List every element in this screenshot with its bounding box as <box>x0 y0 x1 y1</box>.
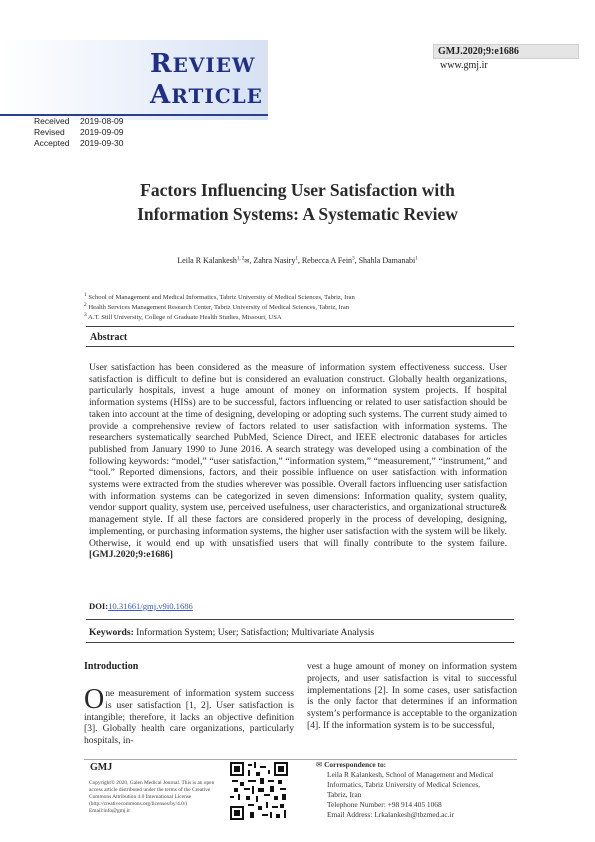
doi-line: DOI:10.31661/gmj.v9i0.1686 <box>89 601 193 611</box>
author-list: Leila R Kalankesh$^{1, 2}$✉, Zahra Nasiry$^1$, Rebecca A Fein$^3$, Shahla Damanabi$^1$ <box>177 256 418 265</box>
qr-code-icon <box>230 762 288 820</box>
intro-column-left: One measurement of information system success is user satisfaction [1, 2]. User satisfaction is intangible; therefore, it lacks an objective definition [3]. Globally health care organizations, particularly hospitals, in- <box>84 684 294 747</box>
doi-link[interactable]: 10.31661/gmj.v9i0.1686 <box>108 601 193 611</box>
abstract-heading: Abstract <box>90 332 128 343</box>
abstract-top-rule <box>86 326 514 327</box>
keywords-top-rule <box>86 619 514 620</box>
affiliation-2: $^2$ Health Services Management Research Center, Tabriz University of Medical Sciences, Tabriz, Iran <box>84 302 350 312</box>
keywords-bottom-rule <box>86 642 514 643</box>
logo-review: REVIEW <box>150 49 256 79</box>
intro-column-right: vest a huge amount of money on information system projects, and user satisfaction is vital to successful implementations [2]. In some cases, user satisfaction is the only factor that determines if an information system’s performance is acceptable to the organization [4]. If the information system is to be successful, <box>307 661 517 731</box>
envelope-icon: ✉ <box>316 760 323 769</box>
article-title: Factors Influencing User Satisfaction with Information Systems: A Systematic Review <box>137 180 458 224</box>
journal-website: www.gmj.ir <box>440 60 488 71</box>
affiliation-1: $^1$ School of Management and Medical Informatics, Tabriz University of Medical Sciences, Tabriz, Iran <box>84 292 355 302</box>
footer-journal-name: GMJ <box>90 762 113 773</box>
introduction-heading: Introduction <box>84 661 139 672</box>
keywords-line: Keywords: Information System; User; Satisfaction; Multivariate Analysis <box>89 627 375 638</box>
dates-block: Received 2019-08-09 Revised 2019-09-09 Accepted 2019-09-30 <box>34 116 124 148</box>
abstract-heading-rule <box>86 346 514 347</box>
copyright-notice: Copyright© 2020, Galen Medical Journal. This is an open access article distributed under the terms of the Creative Commons Attribution 4.0 International License (http://creativecommons.org/licenses/by/4.0/) Email:info@gmj.ir <box>89 780 215 814</box>
logo-article: ARTICLE <box>150 80 263 110</box>
correspondence-block: ✉ Correspondence to: Leila R Kalankesh, School of Management and Medical Informatics, Tabriz University of Medical Sciences, Tabriz, Iran Telephone Number: +98 914 405 1068 Email Address: Lrkalankesh@tbzmed.ac.ir <box>316 760 494 819</box>
affiliation-3: $^3$ A.T. Still University, College of Graduate Health Studies, Missouri, USA <box>84 312 282 322</box>
dropcap: O <box>84 684 105 715</box>
abstract-body: User satisfaction has been considered as the measure of information system effectiveness success. User satisfaction is difficult to define but is considered an evaluation construct. Globally health organizations, particularly hospitals, invest a huge amount of money on information system projects. If hospital information systems (HISs) are to be successful, factors influencing or related to user satisfaction should be taken into account at the time of designing, developing or adopting such systems. The current study aimed to provide a comprehensive review of factors related to user satisfaction with information systems. The researchers systematically searched PubMed, Science Direct, and IEEE electronic databases for articles published from January 1990 to June 2016. A search strategy was developed using a combination of the following keywords: “model,” “user satisfaction,” “information system,” “measurement,” “instrument,” and “tool.” Reported dimensions, factors, and their possible influence on user satisfaction with information systems were extracted from the studies wherever was possible. Overall factors influencing user satisfaction with information systems can be categorized in seven dimensions: Information quality, system quality, vendor support quality, system use, perceived usefulness, user characteristics, and organizational structure& management style. If all these factors are considered properly in the process of developing, designing, implementing, or purchasing information systems, the higher user satisfaction with the system will be likely. Otherwise, it would end up with unsatisfied users that will finally contribute to the system failure. [GMJ.2020;9:e1686] <box>89 362 507 561</box>
envelope-icon: ✉ <box>244 259 250 265</box>
journal-reference: GMJ.2020;9:e1686 <box>433 44 579 59</box>
